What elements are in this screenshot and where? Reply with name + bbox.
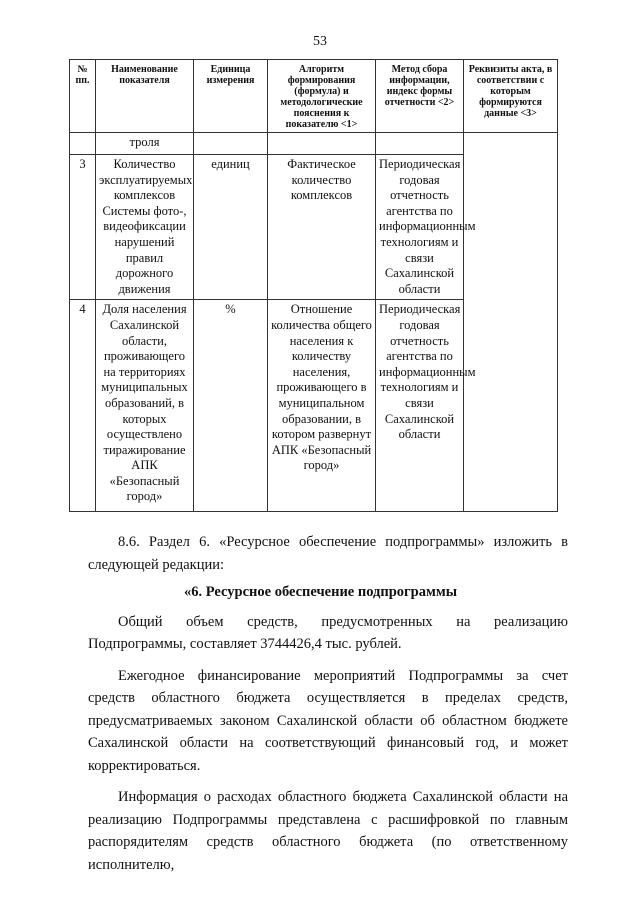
indicators-table: [69, 59, 558, 512]
paragraph-section-change: 8.6. Раздел 6. «Ресурсное обеспечение подпрограммы» изложить в следующей редакции:: [88, 534, 568, 573]
table-header-row: [70, 60, 558, 133]
section-title: «6. Ресурсное обеспечение подпрограммы: [184, 584, 458, 600]
cell-algorithm: Отношение количества общего населения к количеству населения, проживающего в муниципальном образовании, в котором развернут АПК «Безопасный город»: [268, 300, 376, 512]
cell-name: троля: [96, 133, 194, 155]
cell-algorithm: [268, 133, 376, 155]
table-row: [70, 133, 558, 155]
header-unit: Единица измерения: [194, 60, 268, 133]
cell-unit: %: [194, 300, 268, 512]
header-indicator-name: Наименование показателя: [96, 60, 194, 133]
paragraph-expenses-info: Информация о расходах областного бюджета Сахалинской области на реализацию Подпрограммы представлена с расшифровкой по главным распорядителям средств областного бюджета (по ответственному исполнителю,: [88, 789, 568, 873]
paragraph-annual-financing: Ежегодное финансирование мероприятий Подпрограммы за счет средств областного бюджета осуществляется в пределах средств, предусматриваемых законом Сахалинской области об областном бюджете Сахалинской области на соответствующий финансовый год, и может корректироваться.: [88, 667, 568, 774]
cell-act-details: [464, 133, 558, 512]
paragraph-total-funds: Общий объем средств, предусмотренных на реализацию Подпрограммы, составляет 3744426,4 тыс. рублей.: [88, 613, 568, 652]
cell-number: 3: [70, 155, 96, 300]
cell-number: [70, 133, 96, 155]
cell-unit: единиц: [194, 155, 268, 300]
header-act-details: Реквизиты акта, в соответствии с которым формируются данные <3>: [464, 60, 558, 133]
cell-algorithm: Фактическое количество комплексов: [268, 155, 376, 300]
cell-method: [376, 133, 464, 155]
cell-unit: [194, 133, 268, 155]
cell-method: Периодическая годовая отчетность агентства по информационным технологиям и связи Сахалинской области: [376, 155, 464, 300]
cell-method: Периодическая годовая отчетность агентства по информационным технологиям и связи Сахалинской области: [376, 300, 464, 512]
cell-number: 4: [70, 300, 96, 512]
cell-name: Количество эксплуатируемых комплексов Системы фото-, видеофиксации нарушений правил дорожного движения: [96, 155, 194, 300]
body-text: [88, 531, 568, 876]
header-number: № пп.: [70, 60, 96, 133]
cell-name: Доля населения Сахалинской области, проживающего на территориях муниципальных образований, в которых осуществлено тиражирование АПК «Безопасный город»: [96, 300, 194, 512]
header-method: Метод сбора информации, индекс формы отчетности <2>: [376, 60, 464, 133]
page-number: 53: [313, 34, 327, 49]
header-algorithm: Алгоритм формирования (формула) и методологические пояснения к показателю <1>: [268, 60, 376, 133]
